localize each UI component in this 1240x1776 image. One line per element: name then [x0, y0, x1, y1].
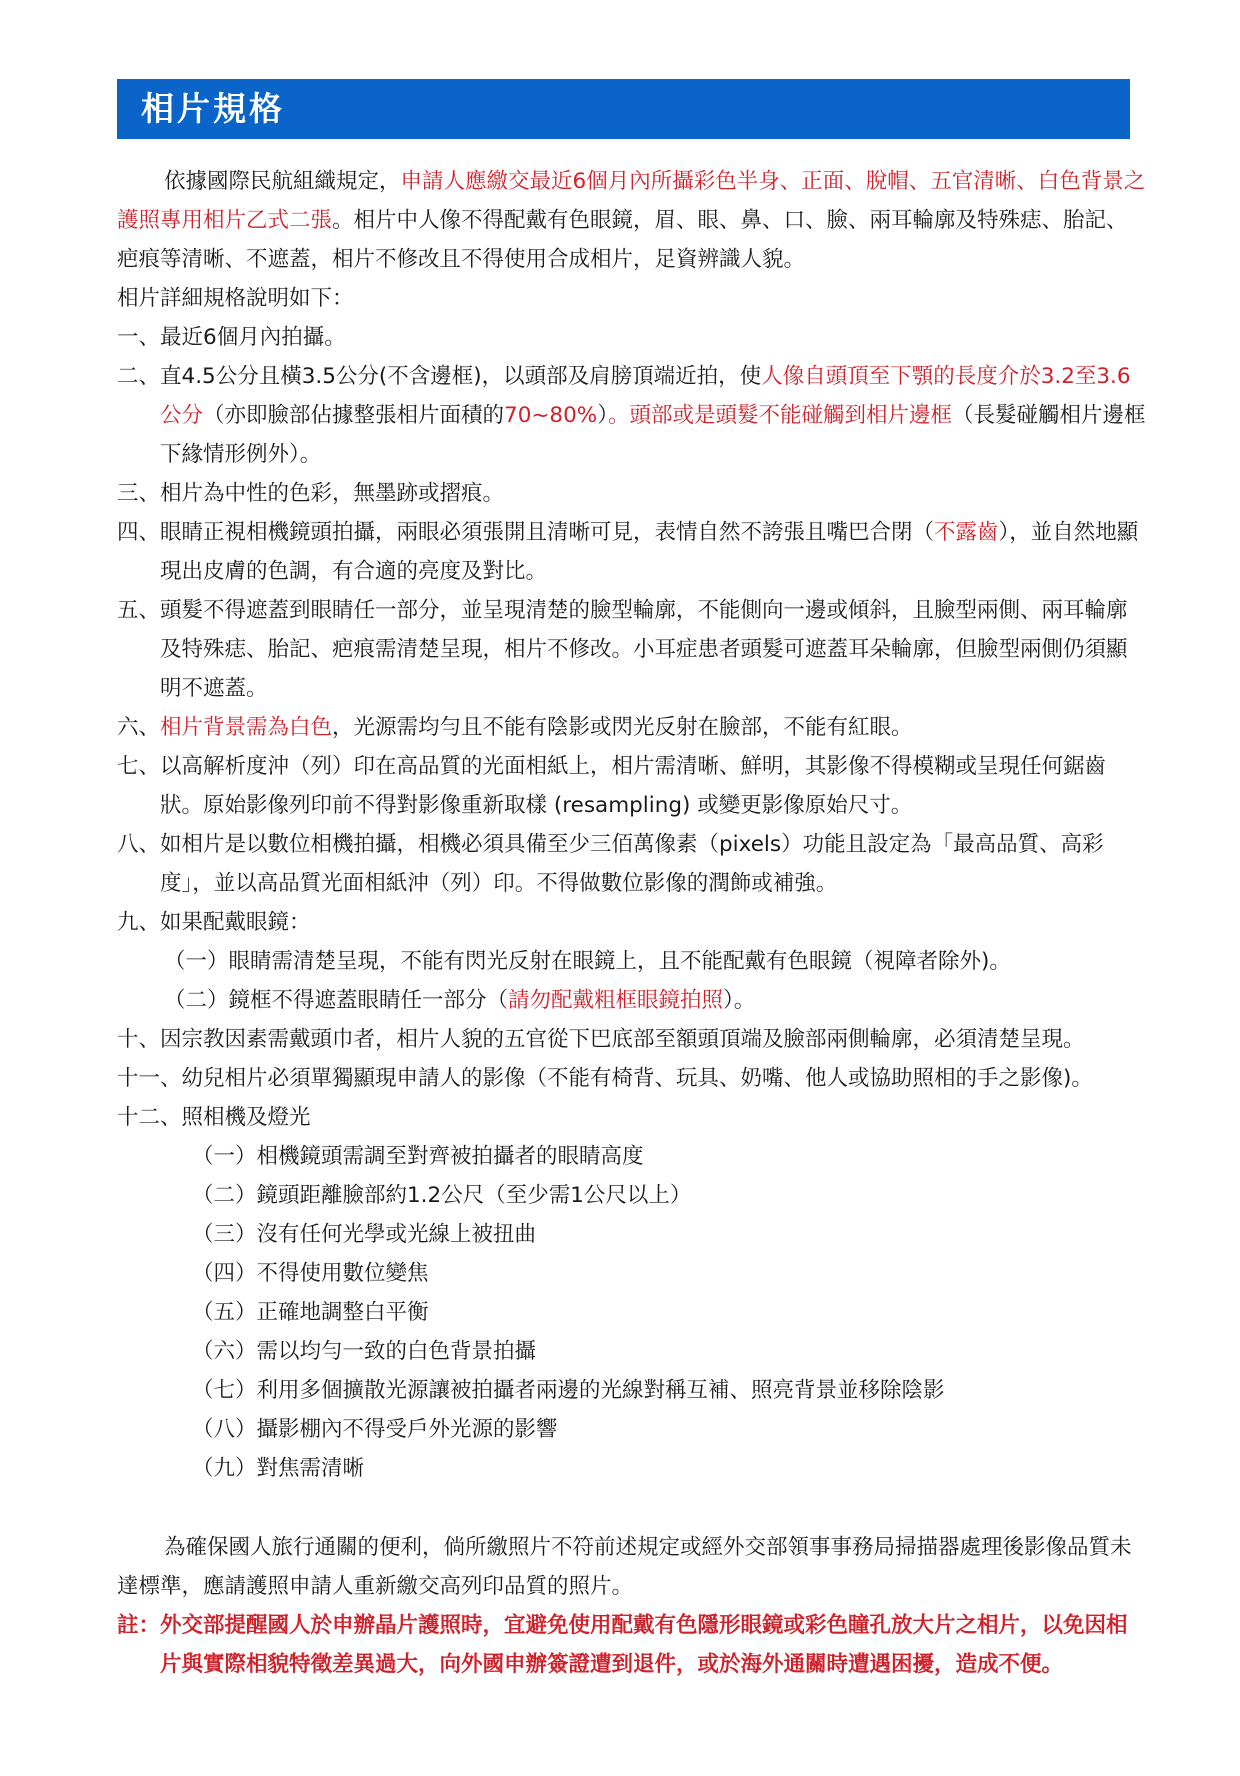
- section-header-bar: [117, 79, 1130, 139]
- section-title: 相片規格: [141, 89, 285, 128]
- item-number: 三、: [117, 481, 161, 506]
- item-highlight: 人像自頭頂至下顎的長度介於3.2至3.6公分: [160, 364, 1131, 428]
- closing-paragraph: 為確保國人旅行通關的便利，倘所繳照片不符前述規定或經外交部領事事務局掃描器處理後影像品質未達標準，應請護照申請人重新繳交高列印品質的照片。: [117, 1535, 1132, 1599]
- list-item-12: [117, 1098, 1147, 1137]
- intro-text-cont: 。相片中人像不得配戴有色眼鏡，眉、眼、鼻、口、臉、兩耳輪廓及特殊痣、胎記、疤痕等清晰、不遮蓋，相片不修改且不得使用合成相片，足資辨識人貌。: [117, 208, 1128, 272]
- list-item-5: [117, 591, 1147, 708]
- item-number: 十一、: [117, 1066, 182, 1091]
- list-item-11: [117, 1059, 1147, 1098]
- sub-item-9-1: （一）眼睛需清楚呈現，不能有閃光反射在眼鏡上，且不能配戴有色眼鏡（視障者除外)。: [164, 949, 1011, 974]
- sub-item-12-3: （三）沒有任何光學或光線上被扭曲: [192, 1222, 537, 1247]
- sub-item-text: （二）鏡框不得遮蓋眼睛任一部分（: [164, 988, 509, 1013]
- intro-text: 依據國際民航組織規定，: [164, 169, 401, 194]
- sub-item-12-9: （九）對焦需清晰: [192, 1456, 365, 1481]
- sub-item-12-1: （一）相機鏡頭需調至對齊被拍攝者的眼睛高度: [192, 1144, 644, 1169]
- item-text: 相片為中性的色彩，無墨跡或摺痕。: [160, 481, 505, 506]
- item-text-part: 眼睛正視相機鏡頭拍攝，兩眼必須張開且清晰可見，表情自然不誇張且嘴巴合閉（: [160, 520, 935, 545]
- list-item-8: [117, 825, 1147, 903]
- item-number: 四、: [117, 520, 161, 545]
- note-text: 外交部提醒國人於申辦晶片護照時，宜避免使用配戴有色隱形眼鏡或彩色瞳孔放大片之相片，以免因相片與實際相貌特徵差異過大，向外國申辦簽證遭到退件，或於海外通關時遭遇困擾，造成不便。: [160, 1613, 1128, 1677]
- intro-highlight: 申請人應繳交最近6個月內所攝彩色半身、正面、脫帽、五官清晰、白色背景之護照專用相片乙式二張: [117, 169, 1146, 233]
- list-item-2: [117, 357, 1147, 474]
- list-item-6: [117, 708, 1147, 747]
- item-highlight: 相片背景需為白色: [160, 715, 333, 740]
- item-number: 二、: [117, 364, 161, 389]
- item-number: 八、: [117, 832, 161, 857]
- item-text: 如果配戴眼鏡：: [160, 910, 311, 935]
- item-text: [160, 357, 1147, 474]
- spacer: [117, 1488, 1147, 1528]
- sub-item-highlight: 請勿配戴粗框眼鏡拍照: [508, 988, 724, 1013]
- item-text-part: 直4.5公分且橫3.5公分(不含邊框)，以頭部及肩膀頂端近拍，使: [160, 364, 762, 389]
- item-number: 五、: [117, 598, 161, 623]
- item-text: 如相片是以數位相機拍攝，相機必須具備至少三佰萬像素（pixels）功能且設定為「最高品質、高彩度」，並以高品質光面相紙沖（列）印。不得做數位影像的潤飾或補強。: [160, 832, 1104, 896]
- item-highlight: 70~80%: [504, 403, 598, 428]
- item-text-part: （長髮碰觸相片邊框下緣情形例外）。: [160, 403, 1146, 467]
- document-body: [117, 162, 1147, 1684]
- sub-item-12-4: （四）不得使用數位變焦: [192, 1261, 429, 1286]
- item-text: 因宗教因素需戴頭巾者，相片人貌的五官從下巴底部至額頭頂端及臉部兩側輪廓，必須清楚呈現。: [160, 1027, 1085, 1052]
- sub-item-12-6: （六）需以均勻一致的白色背景拍攝: [192, 1339, 537, 1364]
- item-text: [160, 708, 1147, 747]
- item-text-part: ，光源需均勻且不能有陰影或閃光反射在臉部，不能有紅眼。: [332, 715, 913, 740]
- item-text: 照相機及燈光: [181, 1105, 311, 1130]
- item-text-part: （亦即臉部佔據整張相片面積的: [203, 403, 505, 428]
- sub-item-12-2: （二）鏡頭距離臉部約1.2公尺（至少需1公尺以上）: [192, 1183, 692, 1208]
- item-highlight: 不露齒: [934, 520, 999, 545]
- item-text-part: ）: [597, 403, 608, 428]
- sub-item-12-5: （五）正確地調整白平衡: [192, 1300, 429, 1325]
- item-text: 幼兒相片必須單獨顯現申請人的影像（不能有椅背、玩具、奶嘴、他人或協助照相的手之影像)。: [181, 1066, 1093, 1091]
- item-text: [160, 513, 1147, 591]
- intro-paragraph: [117, 162, 1147, 279]
- note: [117, 1606, 1147, 1684]
- sub-item-12-8: （八）攝影棚內不得受戶外光源的影響: [192, 1417, 558, 1442]
- item-number: 十二、: [117, 1105, 182, 1130]
- list-item-7: [117, 747, 1147, 825]
- sub-item-text: ）。: [723, 988, 756, 1013]
- sub-item-9-2: [117, 981, 1147, 1020]
- list-item-3: [117, 474, 1147, 513]
- item-highlight: 。頭部或是頭髮不能碰觸到相片邊框: [607, 403, 952, 428]
- list-item-9: [117, 903, 1147, 942]
- item-text: 以高解析度沖（列）印在高品質的光面相紙上，相片需清晰、鮮明，其影像不得模糊或呈現任何鋸齒狀。原始影像列印前不得對影像重新取樣 (resampling) 或變更影像原始尺寸。: [160, 754, 1107, 818]
- item-number: 六、: [117, 715, 161, 740]
- list-item-1: [117, 318, 1147, 357]
- note-label: 註：: [117, 1613, 161, 1638]
- list-item-10: [117, 1020, 1147, 1059]
- item-number: 七、: [117, 754, 161, 779]
- item-text-part: ），並自然地顯現出皮膚的色調，有合適的亮度及對比。: [160, 520, 1139, 584]
- item-text: 頭髮不得遮蓋到眼睛任一部分，並呈現清楚的臉型輪廓，不能側向一邊或傾斜，且臉型兩側、兩耳輪廓及特殊痣、胎記、疤痕需清楚呈現，相片不修改。小耳症患者頭髮可遮蓋耳朵輪廓，但臉型兩側仍須顯明不遮蓋。: [160, 598, 1128, 701]
- list-item-4: [117, 513, 1147, 591]
- spec-heading: 相片詳細規格說明如下：: [117, 286, 354, 311]
- item-number: 一、: [117, 325, 161, 350]
- sub-item-12-7: （七）利用多個擴散光源讓被拍攝者兩邊的光線對稱互補、照亮背景並移除陰影: [192, 1378, 945, 1403]
- item-number: 九、: [117, 910, 161, 935]
- item-number: 十、: [117, 1027, 161, 1052]
- item-text: 最近6個月內拍攝。: [160, 325, 346, 350]
